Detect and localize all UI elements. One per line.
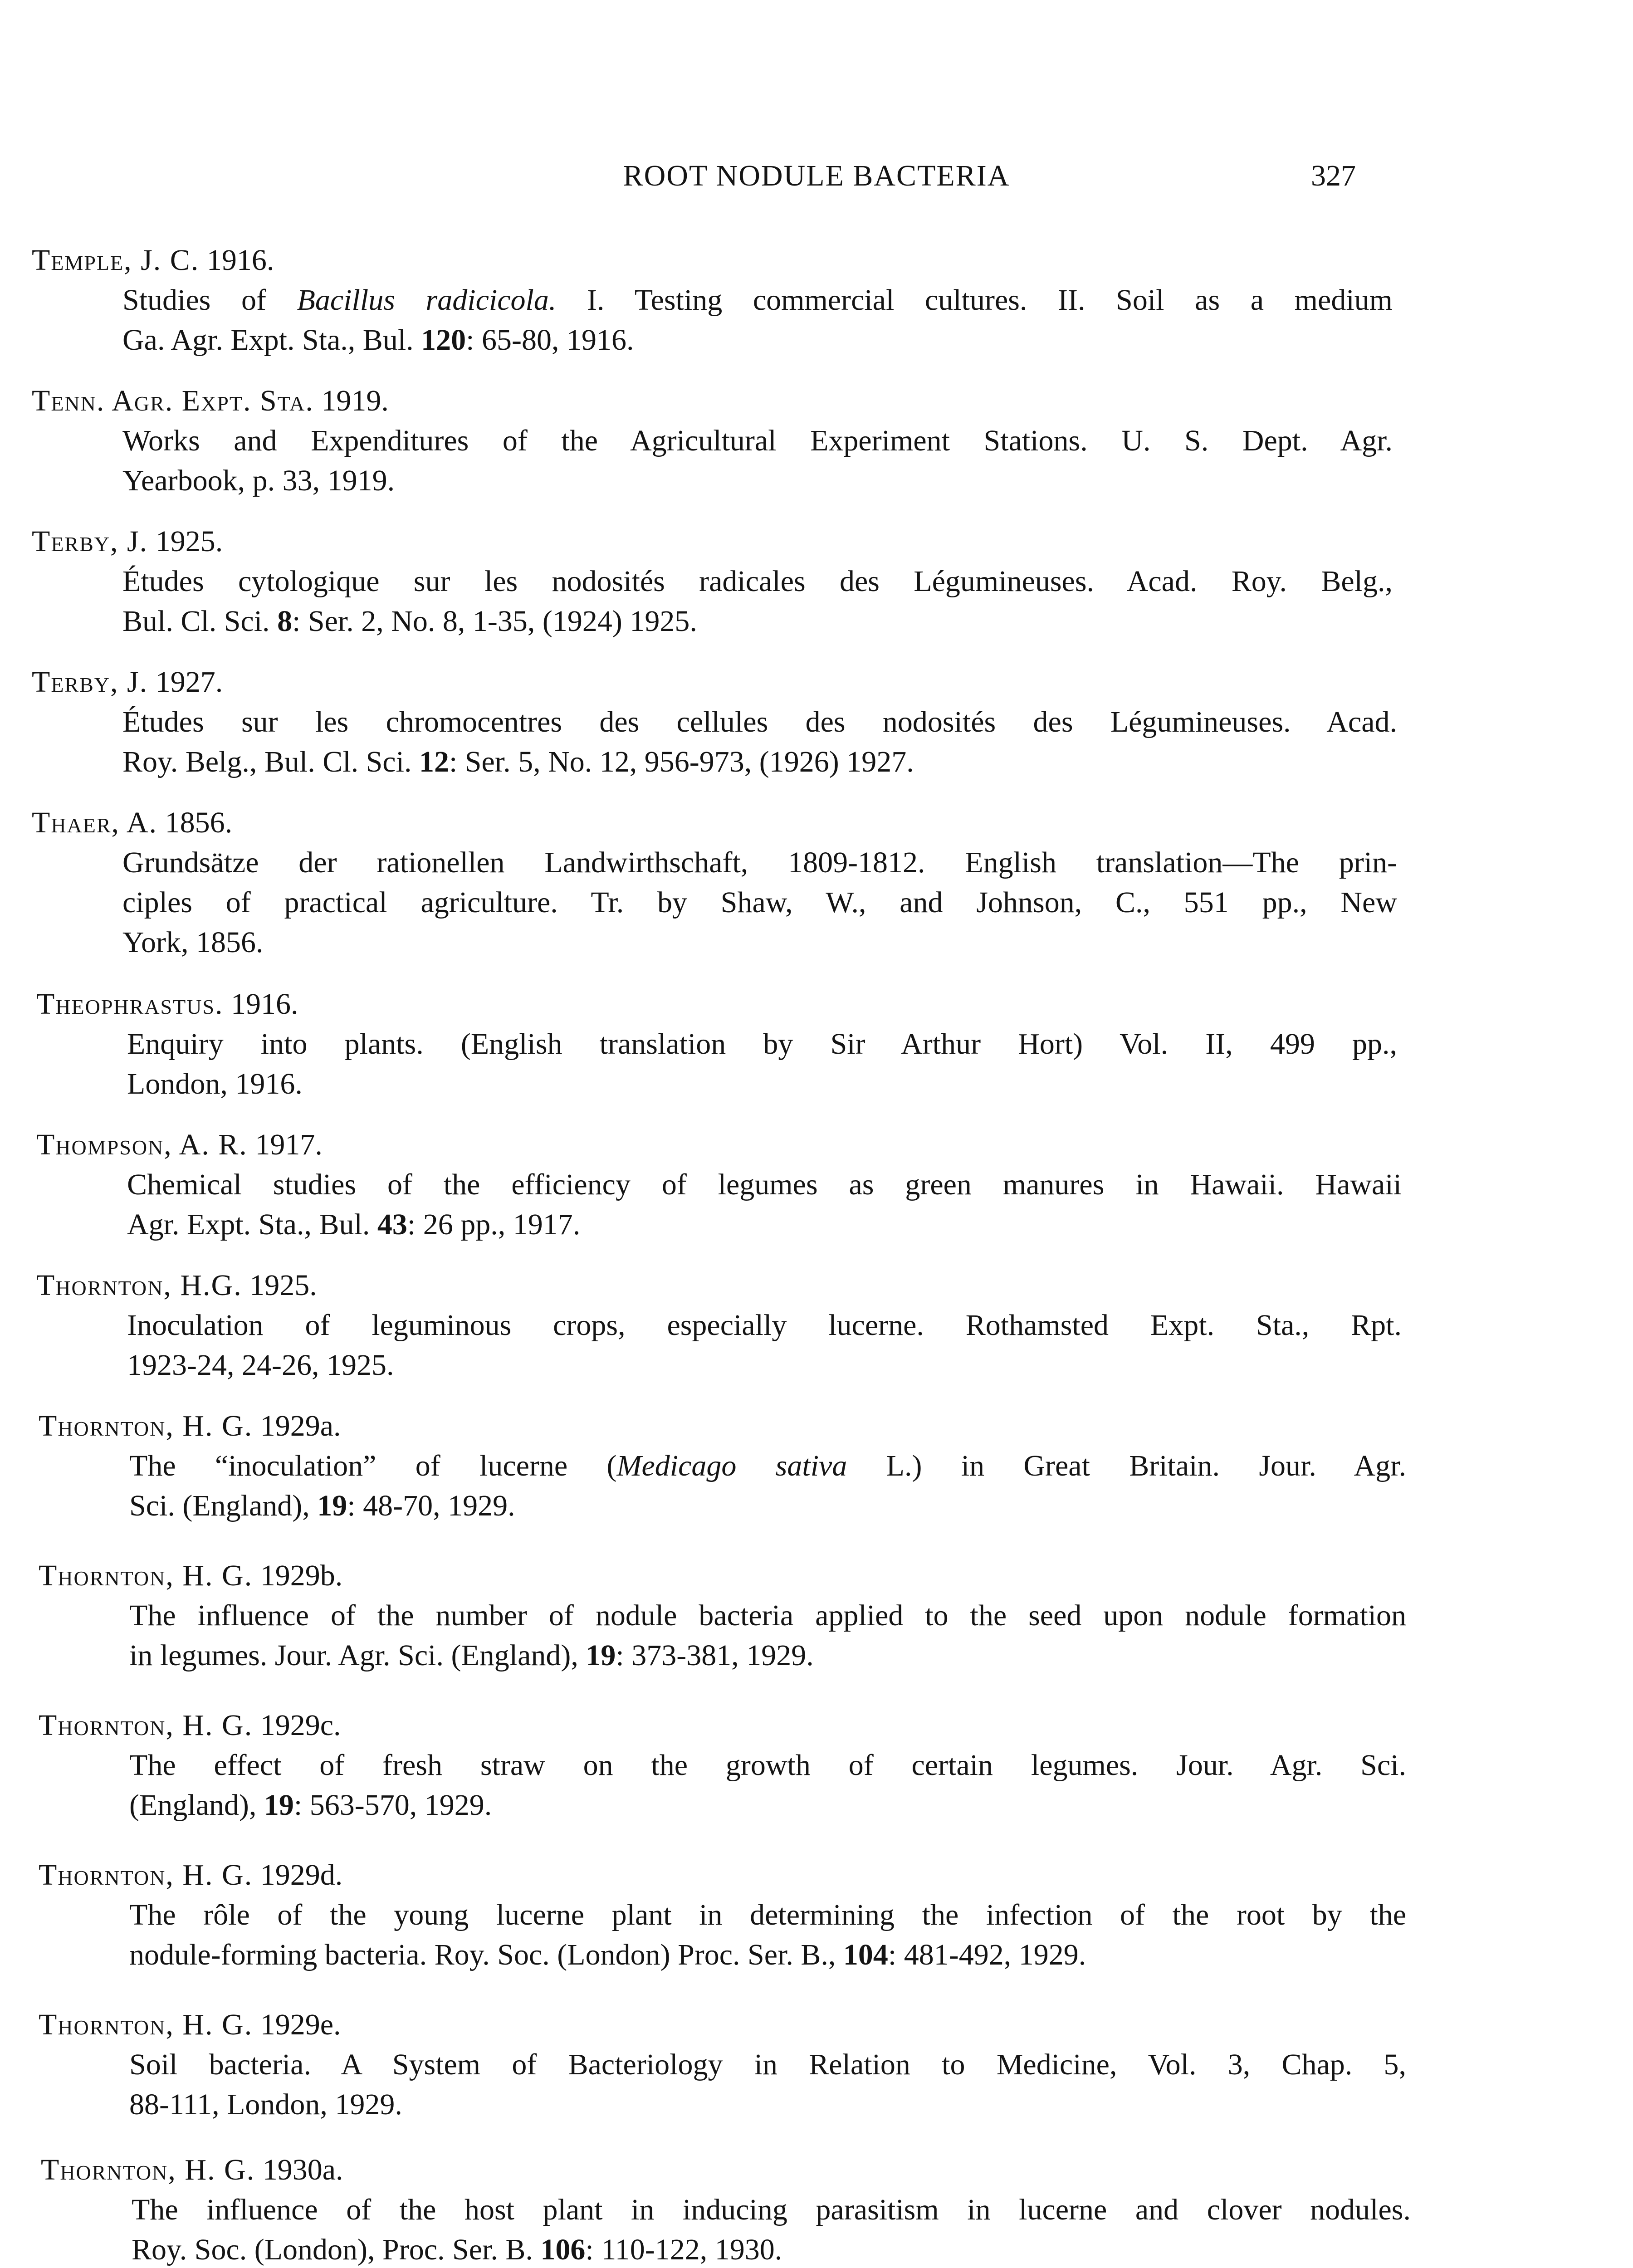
entry-citation	[36, 1305, 1402, 1385]
entry-heading	[32, 381, 1393, 421]
citation-text: Works and Expenditures of the Agricultural Experiment Stations. U. S. Dept. Agr.	[122, 424, 1393, 457]
citation-text: The influence of the number of nodule bacteria applied to the seed upon nodule formation	[129, 1599, 1406, 1632]
entry-year: 1916.	[206, 244, 274, 277]
citation-line	[129, 2045, 1406, 2085]
entry-citation	[39, 1895, 1406, 1975]
entry-year: 1929a.	[260, 1409, 341, 1442]
entry-author: Thaer, A.	[32, 806, 158, 839]
entry-heading	[32, 803, 1397, 843]
entry-citation	[32, 702, 1397, 782]
volume-number: 120	[421, 323, 466, 357]
citation-text: Études sur les chromocentres des cellules des nodosités des Légumineuses. Acad.	[122, 705, 1397, 738]
entry-year: 1927.	[155, 665, 223, 699]
entry-author: Terby, J.	[32, 665, 148, 699]
page-number: 327	[1311, 159, 1356, 192]
bibliography-entry	[39, 1706, 1406, 1825]
entry-citation	[39, 2045, 1406, 2125]
citation-line	[122, 320, 1393, 360]
citation-text: ciples of practical agriculture. Tr. by Shaw, W., and Johnson, C., 551 pp., New	[122, 886, 1397, 919]
entry-author: Terby, J.	[32, 525, 148, 558]
citation-text: 88-111, London, 1929.	[129, 2088, 402, 2121]
entry-author: Thornton, H. G.	[39, 1709, 253, 1742]
citation-text: Études cytologique sur les nodosités radicales des Légumineuses. Acad. Roy. Belg.,	[122, 565, 1393, 598]
volume-number: 8	[277, 605, 293, 638]
entry-citation	[36, 1165, 1402, 1245]
bibliography-entry	[36, 1266, 1402, 1385]
citation-text: Soil bacteria. A System of Bacteriology in Relation to Medicine, Vol. 3, Chap. 5,	[129, 2048, 1406, 2081]
entry-author: Thornton, H.G.	[36, 1269, 242, 1302]
entry-citation	[32, 421, 1393, 501]
citation-text: : 65-80, 1916.	[466, 323, 634, 357]
entry-citation	[36, 1024, 1397, 1104]
entry-citation	[32, 843, 1397, 963]
citation-text: The influence of the host plant in inducing parasitism in lucerne and clover nodules.	[132, 2193, 1411, 2226]
bibliography-entry	[36, 1125, 1402, 1245]
citation-line	[122, 280, 1393, 320]
entry-heading	[39, 1706, 1406, 1745]
citation-text: nodule-forming bacteria. Roy. Soc. (London) Proc. Ser. B.,	[129, 1938, 843, 1971]
citation-line	[132, 2190, 1411, 2230]
citation-text: : 26 pp., 1917.	[407, 1208, 581, 1241]
entry-heading	[32, 522, 1393, 562]
citation-line	[129, 1785, 1406, 1825]
citation-line	[127, 1305, 1402, 1345]
citation-line	[129, 1596, 1406, 1636]
entry-heading	[39, 1406, 1406, 1446]
citation-text: : 563-570, 1929.	[293, 1789, 492, 1822]
entry-heading	[39, 2005, 1406, 2045]
entry-heading	[39, 1556, 1406, 1596]
citation-text: York, 1856.	[122, 926, 264, 959]
entry-author: Temple, J. C.	[32, 244, 200, 277]
citation-line	[127, 1165, 1402, 1205]
entry-author: Thornton, H. G.	[41, 2153, 255, 2186]
entry-heading	[41, 2150, 1411, 2190]
citation-text: London, 1916.	[127, 1067, 303, 1100]
entry-heading	[36, 1125, 1402, 1165]
entry-year: 1856.	[165, 806, 233, 839]
entry-citation	[39, 1745, 1406, 1825]
citation-text: Grundsätze der rationellen Landwirthschaft, 1809-1812. English translation—The prin-	[122, 846, 1397, 879]
entry-year: 1925.	[249, 1269, 317, 1302]
citation-line	[129, 1745, 1406, 1785]
citation-text: (England),	[129, 1789, 264, 1822]
entry-citation	[32, 280, 1393, 360]
citation-line	[122, 923, 1397, 963]
entry-author: Thornton, H. G.	[39, 1409, 253, 1442]
citation-text: Roy. Soc. (London), Proc. Ser. B.	[132, 2233, 541, 2266]
bibliography-entry	[32, 662, 1397, 782]
entry-year: 1929b.	[260, 1559, 343, 1592]
entry-author: Thornton, H. G.	[39, 1858, 253, 1892]
citation-text: I. Testing commercial cultures. II. Soil as a medium	[556, 284, 1393, 317]
citation-line	[129, 1935, 1406, 1975]
citation-line	[122, 601, 1393, 641]
citation-text: 1923-24, 24-26, 1925.	[127, 1349, 394, 1382]
citation-line	[127, 1205, 1402, 1245]
entry-heading	[36, 1266, 1402, 1305]
entry-citation	[39, 1446, 1406, 1526]
citation-line	[129, 2085, 1406, 2125]
citation-text: in legumes. Jour. Agr. Sci. (England),	[129, 1639, 586, 1672]
citation-line	[122, 883, 1397, 923]
bibliography-entry	[39, 2005, 1406, 2125]
citation-text: Roy. Belg., Bul. Cl. Sci.	[122, 745, 419, 778]
bibliography-entry	[36, 984, 1397, 1104]
entry-author: Thompson, A. R.	[36, 1128, 248, 1161]
volume-number: 19	[264, 1789, 294, 1822]
citation-line	[132, 2230, 1411, 2268]
citation-text: The rôle of the young lucerne plant in determining the infection of the root by the	[129, 1898, 1406, 1931]
citation-text: : 48-70, 1929.	[347, 1489, 515, 1522]
citation-text: L.) in Great Britain. Jour. Agr.	[847, 1449, 1406, 1482]
citation-line	[127, 1345, 1402, 1385]
citation-line	[122, 421, 1393, 461]
entry-year: 1916.	[231, 987, 298, 1021]
citation-text: Yearbook, p. 33, 1919.	[122, 464, 395, 497]
citation-line	[129, 1636, 1406, 1676]
entry-year: 1925.	[155, 525, 223, 558]
citation-text: Chemical studies of the efficiency of legumes as green manures in Hawaii. Hawaii	[127, 1168, 1402, 1201]
citation-text: : 481-492, 1929.	[888, 1938, 1086, 1971]
volume-number: 12	[419, 745, 449, 778]
entry-year: 1930a.	[262, 2153, 343, 2186]
citation-line	[122, 742, 1397, 782]
citation-line	[122, 843, 1397, 883]
volume-number: 43	[377, 1208, 407, 1241]
entry-year: 1929c.	[260, 1709, 341, 1742]
bibliography-entry	[32, 522, 1393, 641]
volume-number: 19	[317, 1489, 347, 1522]
bibliography-entry	[32, 240, 1393, 360]
italic-text: Bacillus radicicola.	[297, 284, 557, 317]
citation-text: Enquiry into plants. (English translation by Sir Arthur Hort) Vol. II, 499 pp.,	[127, 1027, 1397, 1061]
bibliography-entry	[39, 1855, 1406, 1975]
entry-heading	[32, 240, 1393, 280]
entry-year: 1917.	[255, 1128, 323, 1161]
citation-text: The effect of fresh straw on the growth of certain legumes. Jour. Agr. Sci.	[129, 1749, 1406, 1782]
citation-line	[129, 1895, 1406, 1935]
citation-text: Bul. Cl. Sci.	[122, 605, 278, 638]
citation-text: : 110-122, 1930.	[585, 2233, 782, 2266]
entry-heading	[36, 984, 1397, 1024]
bibliography-entry	[41, 2150, 1411, 2268]
citation-line	[129, 1486, 1406, 1526]
bibliography-entry	[32, 381, 1393, 501]
citation-text: Sci. (England),	[129, 1489, 318, 1522]
entry-heading	[39, 1855, 1406, 1895]
citation-text: Agr. Expt. Sta., Bul.	[127, 1208, 377, 1241]
entry-citation	[32, 562, 1393, 641]
bibliography-entry	[39, 1556, 1406, 1676]
entry-author: Theophrastus.	[36, 987, 224, 1021]
citation-text: : 373-381, 1929.	[616, 1639, 814, 1672]
citation-text: Ga. Agr. Expt. Sta., Bul.	[122, 323, 421, 357]
entry-author: Thornton, H. G.	[39, 1559, 253, 1592]
citation-text: : Ser. 5, No. 12, 956-973, (1926) 1927.	[449, 745, 914, 778]
entry-citation	[39, 1596, 1406, 1676]
volume-number: 104	[843, 1938, 888, 1971]
citation-line	[122, 562, 1393, 601]
bibliography-entry	[32, 803, 1397, 963]
italic-text: Medicago sativa	[616, 1449, 847, 1482]
bibliography-entry	[39, 1406, 1406, 1526]
citation-text: Inoculation of leguminous crops, especially lucerne. Rothamsted Expt. Sta., Rpt.	[127, 1309, 1402, 1342]
entry-year: 1929d.	[260, 1858, 343, 1892]
volume-number: 19	[586, 1639, 616, 1672]
citation-line	[127, 1064, 1397, 1104]
entry-author: Thornton, H. G.	[39, 2008, 253, 2041]
entry-author: Tenn. Agr. Expt. Sta.	[32, 384, 314, 417]
citation-text: The “inoculation” of lucerne (	[129, 1449, 617, 1482]
citation-text: Studies of	[122, 284, 297, 317]
citation-line	[122, 702, 1397, 742]
entry-citation	[41, 2190, 1411, 2268]
volume-number: 106	[540, 2233, 586, 2266]
citation-line	[122, 461, 1393, 501]
entry-year: 1929e.	[260, 2008, 341, 2041]
entry-heading	[32, 662, 1397, 702]
running-title: ROOT NODULE BACTERIA	[623, 159, 1010, 192]
citation-line	[127, 1024, 1397, 1064]
entry-year: 1919.	[321, 384, 389, 417]
citation-line	[129, 1446, 1406, 1486]
citation-text: : Ser. 2, No. 8, 1-35, (1924) 1925.	[292, 605, 697, 638]
